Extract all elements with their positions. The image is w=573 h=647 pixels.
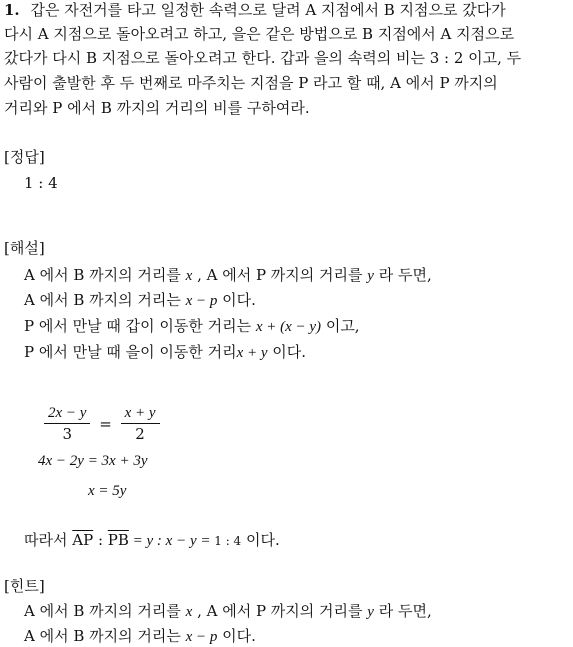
conclusion-line xyxy=(24,530,280,551)
solution-line-1 xyxy=(24,265,432,286)
solution-text: P 에서 만날 때 을이 이동한 거리 xyxy=(24,343,237,361)
fraction-denominator: 3 xyxy=(62,425,72,443)
hint-text: 이다. xyxy=(217,627,256,645)
conclusion-text: 이다. xyxy=(241,531,280,549)
equation-3: x = 5y xyxy=(88,483,127,499)
equals-sign: = xyxy=(99,414,112,433)
math-expr: x − p xyxy=(185,293,218,309)
equation-1 xyxy=(44,403,160,444)
hint-label: [힌트] xyxy=(4,577,45,595)
solution-line-4 xyxy=(24,342,306,363)
solution-text: 라 두면, xyxy=(373,266,432,284)
hint-line-1 xyxy=(24,601,432,622)
math-x: x xyxy=(185,268,193,284)
fraction-numerator: 2x − y xyxy=(44,403,90,424)
problem-line-1 xyxy=(4,0,506,20)
solution-text: 이다. xyxy=(217,291,256,309)
fraction-rhs xyxy=(121,403,160,444)
problem-text-1: 갑은 자전거를 타고 일정한 속력으로 달려 A 지점에서 B 지점으로 갔다가 xyxy=(30,1,506,19)
problem-text-3: 갔다가 다시 B 지점으로 돌아오려고 한다. 갑과 을의 속력의 비는 3 : 2 이고, 두 xyxy=(4,49,522,67)
hint-text: A 에서 B 까지의 거리는 xyxy=(24,627,186,645)
hint-text: , A 에서 P 까지의 거리를 xyxy=(192,602,368,620)
segment-pb: $\overline{PB}$ xyxy=(107,531,129,549)
math-expr: = y : x − y = xyxy=(128,533,215,549)
math-expr: x − p xyxy=(185,629,218,645)
math-expr: x + (x − y) xyxy=(255,319,322,335)
ratio-value: 1 : 4 xyxy=(214,534,242,548)
answer-label: [정답] xyxy=(4,148,45,166)
problem-text-2: 다시 A 지점으로 돌아오려고 하고, 을은 같은 방법으로 B 지점에서 A 지점으로 xyxy=(4,25,515,43)
math-y: y xyxy=(367,604,374,620)
segment-ap: $\overline{AP}$ xyxy=(72,531,94,549)
hint-line-2 xyxy=(24,626,256,647)
problem-text-4: 사람이 출발한 후 두 번째로 마주치는 지점을 P 라고 할 때, A 에서 P 까지의 xyxy=(4,74,498,92)
solution-line-3 xyxy=(24,316,360,337)
fraction-numerator: x + y xyxy=(121,403,160,424)
solution-text: 이고, xyxy=(321,317,360,335)
solution-text: A 에서 B 까지의 거리는 xyxy=(24,291,186,309)
equation-2: 4x − 2y = 3x + 3y xyxy=(38,453,148,469)
fraction-denominator: 2 xyxy=(135,425,145,443)
hint-text: A 에서 B 까지의 거리를 xyxy=(24,602,186,620)
solution-line-2 xyxy=(24,290,256,311)
solution-text: , A 에서 P 까지의 거리를 xyxy=(192,266,368,284)
answer-value: 1 : 4 xyxy=(24,174,58,192)
hint-text: 라 두면, xyxy=(373,602,432,620)
colon: : xyxy=(93,531,108,549)
solution-text: A 에서 B 까지의 거리를 xyxy=(24,266,186,284)
conclusion-text: 따라서 xyxy=(24,531,73,549)
problem-text-5: 거리와 P 에서 B 까지의 거리의 비를 구하여라. xyxy=(4,99,310,117)
solution-text: P 에서 만날 때 갑이 이동한 거리는 xyxy=(24,317,256,335)
solution-label: [해설] xyxy=(4,239,45,257)
fraction-lhs xyxy=(44,403,90,444)
problem-number: 1. xyxy=(4,1,20,19)
math-expr: x + y xyxy=(236,345,268,361)
math-y: y xyxy=(367,268,374,284)
math-x: x xyxy=(185,604,193,620)
solution-text: 이다. xyxy=(267,343,307,361)
